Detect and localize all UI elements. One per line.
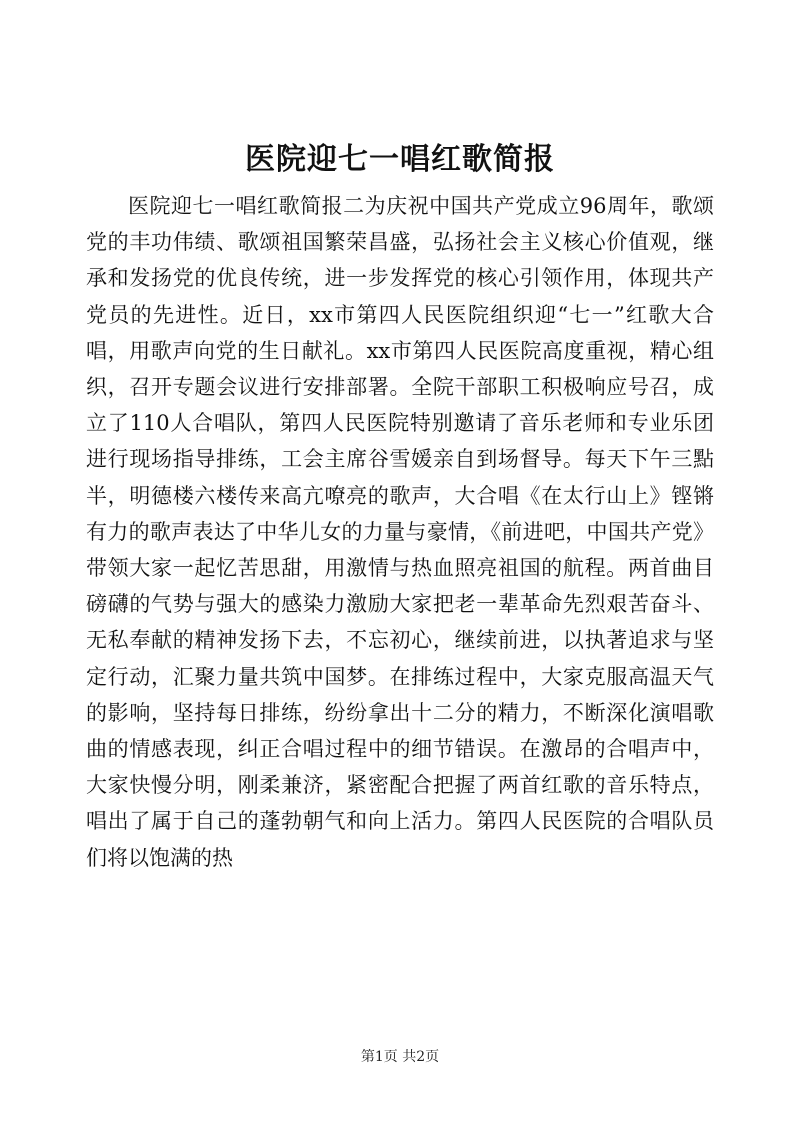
document-body-paragraph: 医院迎七一唱红歌简报二为庆祝中国共产党成立96周年，歌颂党的丰功伟绩、歌颂祖国繁荣昌盛，弘扬社会主义核心价值观，继承和发扬党的优良传统，进一步发挥党的核心引领作用，体现共产党员的先进性。近日，xx市第四人民医院组织迎“七一”红歌大合唱，用歌声向党的生日献礼。xx市第四人民医院高度重视，精心组织，召开专题会议进行安排部署。全院干部职工积极响应号召，成立了110人合唱队，第四人民医院特别邀请了音乐老师和专业乐团进行现场指导排练，工会主席谷雪媛亲自到场督导。每天下午三點半，明德楼六楼传来高亢嘹亮的歌声，大合唱《在太行山上》铿锵有力的歌声表达了中华儿女的力量与豪情，《前进吧，中国共产党》带领大家一起忆苦思甜，用激情与热血照亮祖国的航程。两首曲目磅礴的气势与强大的感染力激励大家把老一辈革命先烈艰苦奋斗、无私奉献的精神发扬下去，不忘初心，继续前进，以执著追求与坚定行动，汇聚力量共筑中国梦。在排练过程中，大家克服高温天气的影响，坚持每日排练，纷纷拿出十二分的精力，不断深化演唱歌曲的情感表现，纠正合唱过程中的细节错误。在激昂的合唱声中，大家快慢分明，刚柔兼济，紧密配合把握了两首红歌的音乐特点，唱出了属于自己的蓬勃朝气和向上活力。第四人民医院的合唱队员们将以饱满的热 — [86, 194, 714, 870]
page-footer: 第1页 共2页 — [360, 1049, 440, 1065]
document-title: 医院迎七一唱红歌简报 — [245, 142, 555, 177]
